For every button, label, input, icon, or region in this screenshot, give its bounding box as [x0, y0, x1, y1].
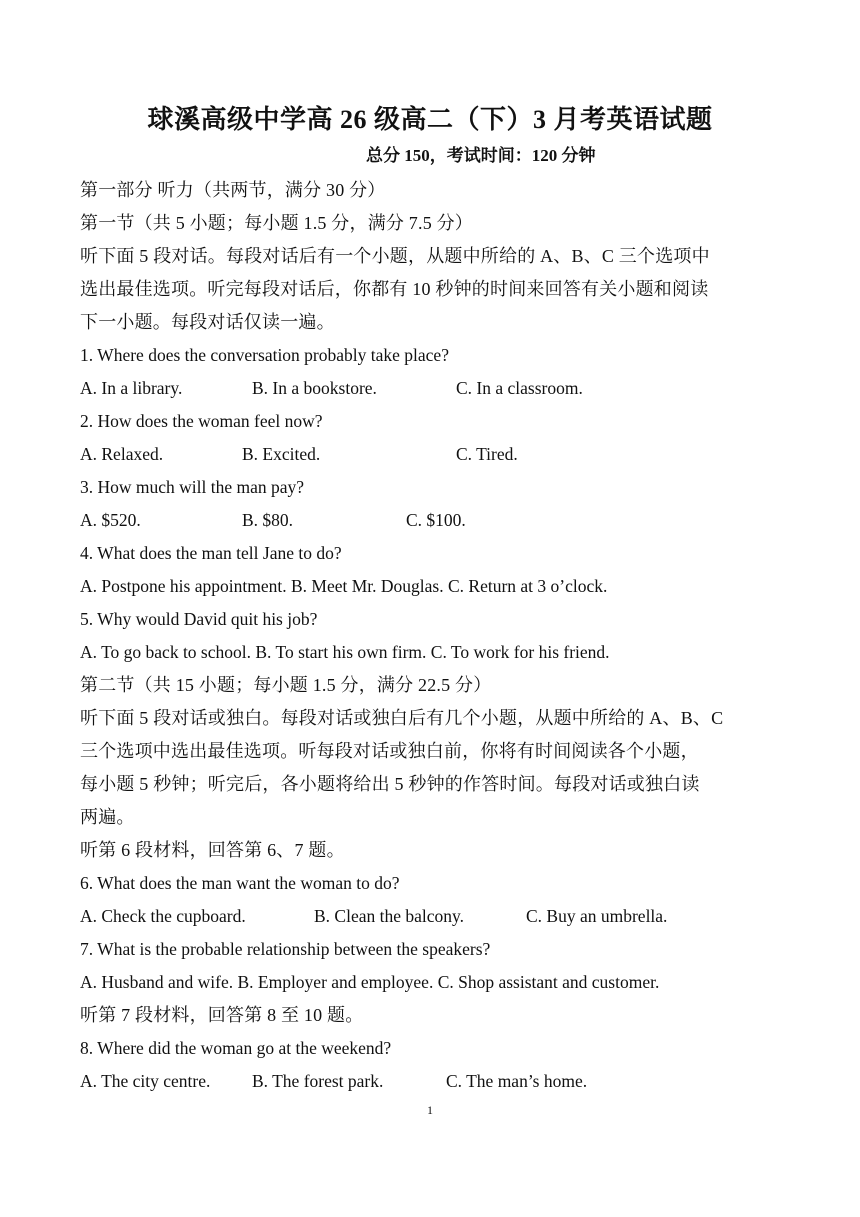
question-3: 3. How much will the man pay?	[80, 477, 305, 497]
page-number: 1	[427, 1103, 433, 1117]
option-c: C. Tired.	[456, 444, 518, 464]
part1-heading: 第一部分 听力（共两节，满分 30 分）	[80, 180, 386, 200]
question-8-options	[80, 1065, 800, 1098]
exam-title: 球溪高级中学高 26 级高二（下）3 月考英语试题	[147, 105, 713, 134]
option-a: A. Relaxed.	[80, 444, 164, 464]
option-a: A. Check the cupboard.	[80, 906, 246, 926]
question-5: 5. Why would David quit his job?	[80, 609, 318, 629]
question-7-options: A. Husband and wife. B. Employer and employee. C. Shop assistant and customer.	[80, 972, 660, 992]
section1-instruction-line: 选出最佳选项。听完每段对话后，你都有 10 秒钟的时间来回答有关小题和阅读	[80, 279, 709, 299]
option-c: C. Buy an umbrella.	[526, 906, 668, 926]
option-c: C. $100.	[406, 510, 466, 530]
option-b: B. Clean the balcony.	[314, 906, 465, 926]
exam-meta: 总分 150，考试时间：120 分钟	[366, 146, 596, 165]
option-c: C. In a classroom.	[456, 378, 583, 398]
question-4-options: A. Postpone his appointment. B. Meet Mr. Douglas. C. Return at 3 o’clock.	[80, 576, 608, 596]
exam-content	[80, 174, 800, 1098]
question-2-options	[80, 438, 800, 471]
question-3-options	[80, 504, 800, 537]
question-6: 6. What does the man want the woman to do?	[80, 873, 400, 893]
option-b: B. Excited.	[242, 444, 321, 464]
section1-heading: 第一节（共 5 小题；每小题 1.5 分，满分 7.5 分）	[80, 213, 473, 233]
material-7-instruction: 听第 7 段材料，回答第 8 至 10 题。	[80, 1005, 364, 1025]
question-4: 4. What does the man tell Jane to do?	[80, 543, 342, 563]
option-a: A. The city centre.	[80, 1071, 211, 1091]
section2-instruction-line: 三个选项中选出最佳选项。听每段对话或独白前，你将有时间阅读各个小题，	[80, 741, 699, 761]
section2-instruction-line: 每小题 5 秒钟；听完后，各小题将给出 5 秒钟的作答时间。每段对话或独白读	[80, 774, 700, 794]
question-8: 8. Where did the woman go at the weekend?	[80, 1038, 392, 1058]
section2-heading: 第二节（共 15 小题；每小题 1.5 分，满分 22.5 分）	[80, 675, 492, 695]
option-b: B. The forest park.	[252, 1071, 384, 1091]
material-6-instruction: 听第 6 段材料，回答第 6、7 题。	[80, 840, 345, 860]
question-2: 2. How does the woman feel now?	[80, 411, 323, 431]
section1-instruction-line: 下一小题。每段对话仅读一遍。	[80, 312, 335, 332]
option-a: A. In a library.	[80, 378, 183, 398]
question-5-options: A. To go back to school. B. To start his own firm. C. To work for his friend.	[80, 642, 610, 662]
question-6-options	[80, 900, 800, 933]
question-1: 1. Where does the conversation probably take place?	[80, 345, 449, 365]
section1-instruction-line: 听下面 5 段对话。每段对话后有一个小题，从题中所给的 A、B、C 三个选项中	[80, 246, 710, 266]
question-1-options	[80, 372, 800, 405]
question-7: 7. What is the probable relationship between the speakers?	[80, 939, 491, 959]
option-c: C. The man’s home.	[446, 1071, 588, 1091]
option-a: A. $520.	[80, 510, 141, 530]
section2-instruction-line: 听下面 5 段对话或独白。每段对话或独白后有几个小题，从题中所给的 A、B、C	[80, 708, 724, 728]
option-b: B. $80.	[242, 510, 294, 530]
option-b: B. In a bookstore.	[252, 378, 377, 398]
section2-instruction-line: 两遍。	[80, 807, 135, 827]
